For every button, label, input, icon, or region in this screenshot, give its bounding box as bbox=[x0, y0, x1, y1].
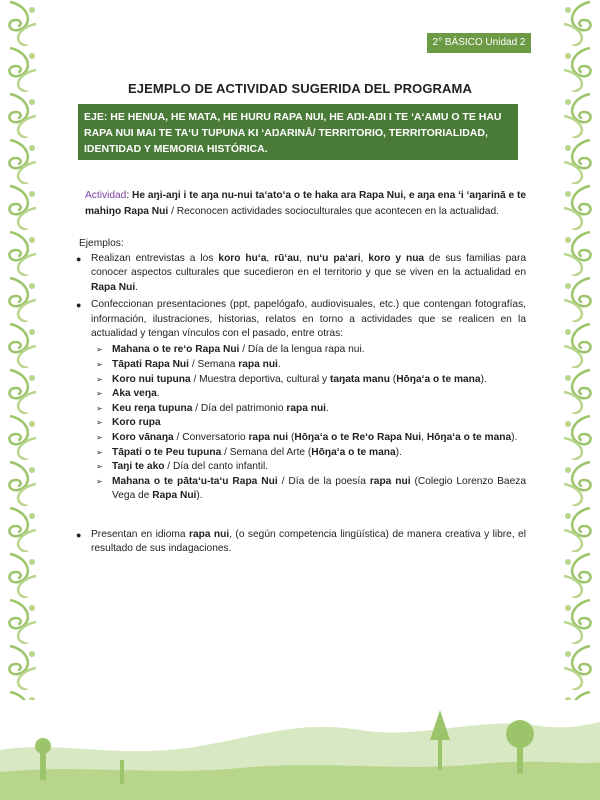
sub-list-item: ➢ Koro rupa bbox=[74, 416, 526, 431]
activity-paragraph: Actividad: He aŋi-aŋi i te aŋa nu-nui taʻatoʻa o te haka ara Rapa Nui, e aŋa ena ʻi ʻaŋarinā e te mahiŋo Rapa Nui / Reconocen actividades socioculturales que acontecen en la actualidad. bbox=[85, 190, 527, 217]
grade-unit-badge: 2° BÁSICO Unidad 2 bbox=[427, 33, 531, 53]
sub-list-item: ➢ Koro nui tupuna / Muestra deportiva, cultural y taŋata manu (Hōŋaʻa o te mana). bbox=[74, 373, 526, 388]
bullet-icon: ● bbox=[76, 300, 82, 311]
list-item: ● Realizan entrevistas a los koro huʻa, rūʻau, nuʻu paʻari, koro y nua de sus familias para conocer aspectos culturales que sucedieron en el territorio y que se viven en la actualidad en Rapa Nui. bbox=[76, 253, 527, 293]
page-title: EJEMPLO DE ACTIVIDAD SUGERIDA DEL PROGRAMA bbox=[128, 81, 472, 96]
sub-list-item: ➢ Koro vānaŋa / Conversatorio rapa nui (Hōŋaʻa o te Reʻo Rapa Nui, Hōŋaʻa o te mana). bbox=[74, 431, 526, 446]
arrow-icon: ➢ bbox=[96, 389, 103, 399]
sub-list-item: ➢ Tāpati o te Peu tupuna / Semana del Arte (Hōŋaʻa o te mana). bbox=[74, 446, 526, 461]
decorative-landscape-illustration bbox=[0, 680, 600, 800]
arrow-icon: ➢ bbox=[96, 360, 103, 370]
examples-list bbox=[74, 252, 526, 557]
sub-list-item: ➢ Aka veŋa. bbox=[74, 387, 526, 402]
arrow-icon: ➢ bbox=[96, 433, 103, 442]
decorative-border-right bbox=[554, 0, 600, 700]
examples-label: Ejemplos: bbox=[79, 238, 124, 249]
arrow-icon: ➢ bbox=[96, 476, 103, 486]
arrow-icon: ➢ bbox=[96, 418, 103, 428]
activity-spanish-text: / Reconocen actividades socioculturales que acontecen en la actualidad. bbox=[171, 206, 499, 217]
arrow-icon: ➢ bbox=[96, 345, 103, 355]
arrow-icon: ➢ bbox=[96, 462, 103, 472]
arrow-icon: ➢ bbox=[96, 374, 103, 384]
activity-rapanui-text: He aŋi-aŋi i te aŋa nu-nui taʻatoʻa o te haka ara Rapa Nui, e aŋa ena ʻi ʻaŋarinā e te mahiŋo Rapa Nui bbox=[85, 190, 527, 217]
sub-list-item: ➢ Mahana o te pātaʻu-taʻu Rapa Nui / Día de la poesía rapa nui (Colegio Lorenzo Baeza Vega de Rapa Nui). bbox=[96, 475, 526, 502]
sub-list-item: ➢ Keu reŋa tupuna / Día del patrimonio rapa nui. bbox=[74, 402, 526, 417]
sub-list-item: ➢ Mahana o te reʻo Rapa Nui / Día de la lengua rapa nui. bbox=[74, 343, 526, 358]
bullet-icon: ● bbox=[76, 529, 82, 540]
eje-banner: EJE: HE HENUA, HE MATA, HE HURU RAPA NUI, HE AŊI-AŊI I TE ʻAʻAMU O TE HAU RAPA NUI MAI TE TAʻU TUPUNA KI ʻAŊARINĀ/ TERRITORIO, TERRITORIALIDAD, IDENTIDAD Y MEMORIA HISTÓRICA. bbox=[78, 104, 518, 160]
arrow-icon: ➢ bbox=[96, 403, 103, 413]
bullet-icon: ● bbox=[76, 254, 82, 264]
sub-list bbox=[74, 343, 526, 504]
list-item: ● Presentan en idioma rapa nui, (o según competencia lingüística) de manera creativa y libre, el resultado de sus indagaciones. bbox=[76, 528, 526, 555]
sub-list-item: ➢ Tāpati Rapa Nui / Semana rapa nui. bbox=[74, 358, 526, 373]
sub-list-item: ➢ Taŋi te ako / Día del canto infantil. bbox=[74, 460, 526, 475]
decorative-border-left bbox=[0, 0, 46, 700]
activity-label: Actividad bbox=[85, 190, 127, 201]
list-item: ● Confeccionan presentaciones (ppt, papelógafo, audiovisuales, etc.) que contengan fotografías, información, ilustraciones, historias, relatos en torno a actividades que se realicen en la actualidad y tengan vínculos con el pasado, entre otras: ➢ Mahana o te reʻo Rapa Nui / Día de la lengua rapa nui. ➢ Tāpati Rapa Nui / Semana rapa nui. ➢ Koro nui tupuna / Muestra deportiva, cultural y taŋata manu (Hōŋaʻa o te mana). ➢ Aka veŋa. ➢ Keu reŋa tupuna / Día del patrimonio rapa nui. ➢ Koro rupa ➢ Koro vānaŋa / Conversatorio rapa nui (Hōŋaʻa o te Reʻo Rapa Nui, Hōŋaʻa o te mana). ➢ Tāpati o te Peu tupuna / Semana del Arte (Hōŋaʻa o te mana). ➢ Taŋi te ako / Día del canto infantil. ➢ Mahana o te pātaʻu-taʻu Rapa Nui / Día de la poesía rapa nui (Colegio Lorenzo Baeza Vega de Rapa Nui). bbox=[74, 298, 526, 504]
arrow-icon: ➢ bbox=[96, 447, 103, 457]
